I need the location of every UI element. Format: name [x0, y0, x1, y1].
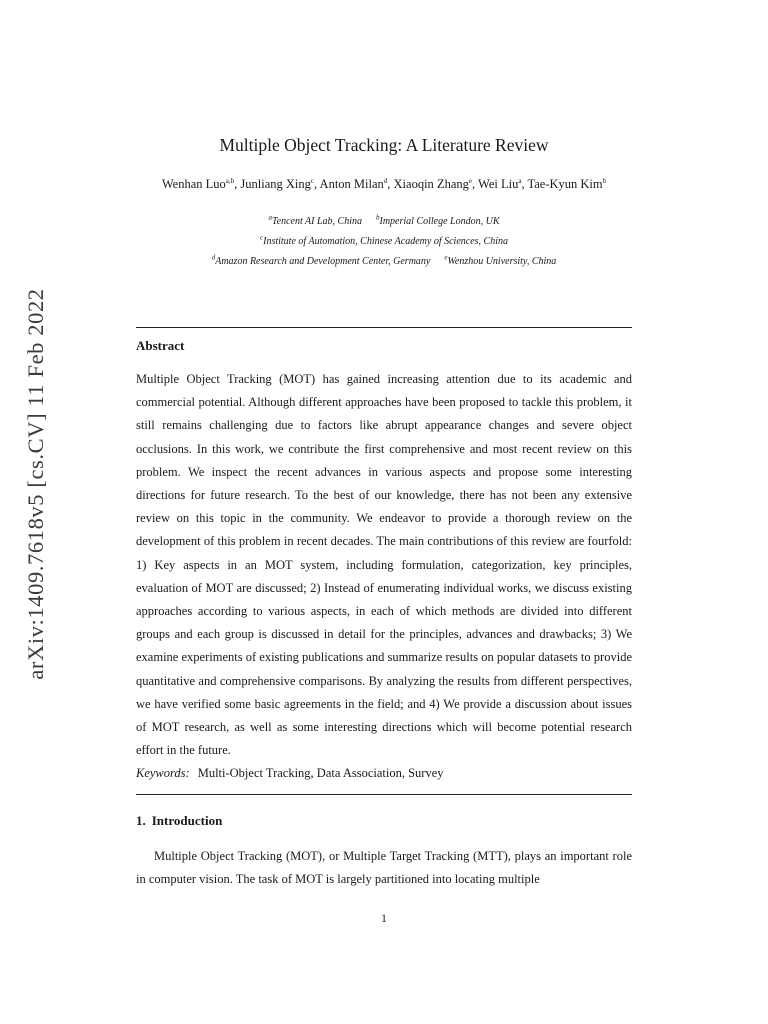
- section-number: 1.: [136, 813, 146, 828]
- affiliation-mark: b: [376, 213, 380, 222]
- author-affiliation-mark: e: [468, 176, 472, 185]
- paper-title: Multiple Object Tracking: A Literature Review: [219, 135, 549, 155]
- page-number: 1: [381, 911, 387, 925]
- author-name: Wenhan Luo: [161, 177, 226, 191]
- affiliation-line: [136, 255, 632, 269]
- author-separator: ,: [471, 177, 479, 191]
- section-title: Introduction: [151, 813, 223, 828]
- affiliation-mark: d: [211, 253, 216, 262]
- author-name: Xiaoqin Zhang: [393, 177, 469, 191]
- author-name: Anton Milan: [319, 177, 384, 191]
- keywords-label: Keywords:: [136, 766, 190, 780]
- affiliation-mark: a: [268, 213, 272, 222]
- author-affiliation-mark: a: [518, 176, 522, 185]
- arxiv-side-stamp: [14, 278, 58, 690]
- author-name: Tae-Kyun Kim: [527, 177, 603, 191]
- author-separator: ,: [313, 177, 320, 191]
- affiliation-line: [136, 215, 632, 229]
- abstract-top-rule: [136, 327, 632, 328]
- introduction-paragraph: Multiple Object Tracking (MOT), or Multiple Target Tracking (MTT), plays an important role in computer vision. The task of MOT is largely partitioned into locating multiple: [136, 849, 632, 887]
- author-list: [136, 177, 632, 192]
- affiliation-text: Imperial College London, UK: [379, 216, 500, 227]
- abstract-body: Multiple Object Tracking (MOT) has gained increasing attention due to its academic and commercial potential. Although different approaches have been proposed to tackle this problem, it still remains challenging due to factors like abrupt appearance changes and severe object occlusions. In this work, we contribute the first comprehensive and most recent review on this problem. We inspect the recent advances in various aspects and propose some interesting directions for future research. To the best of our knowledge, there has not been any extensive review on this topic in the community. We endeavor to provide a thorough review on the development of this problem in recent decades. The main contributions of this review are fourfold: 1) Key aspects in an MOT system, including formulation, categorization, key principles, evaluation of MOT are discussed; 2) Instead of enumerating individual works, we discuss existing approaches according to various aspects, in each of which methods are divided into different groups and each group is discussed in detail for the principles, advances and drawbacks; 3) We examine experiments of existing publications and summarize results on popular datasets to provide quantitative and comprehensive comparisons. By analyzing the results from different perspectives, we have verified some basic agreements in the field; and 4) We provide a discussion about issues of MOT research, as well as some interesting directions which will become potential research effort in the future.: [136, 372, 632, 758]
- affiliation-text: Amazon Research and Development Center, Germany: [215, 256, 431, 267]
- author-name: Junliang Xing: [240, 177, 311, 191]
- affiliation-mark: c: [260, 233, 264, 242]
- abstract-heading: Abstract: [136, 338, 185, 353]
- affiliation-line: [136, 235, 632, 249]
- author-affiliation-mark: c: [310, 176, 314, 185]
- affiliation-text: Tencent AI Lab, China: [271, 216, 362, 227]
- abstract-bottom-rule: [136, 794, 632, 795]
- author-separator: ,: [234, 177, 241, 191]
- author-affiliation-mark: d: [383, 176, 388, 185]
- author-affiliation-mark: b: [602, 176, 607, 185]
- affiliation-text: Wenzhou University, China: [447, 256, 557, 267]
- arxiv-identifier: arXiv:1409.7618v5 [cs.CV] 11 Feb 2022: [23, 288, 48, 680]
- author-name: Wei Liu: [478, 177, 519, 191]
- section-heading: [136, 813, 222, 829]
- author-separator: ,: [387, 177, 394, 191]
- keywords-value: Multi-Object Tracking, Data Association, Survey: [197, 766, 444, 780]
- author-separator: ,: [521, 177, 528, 191]
- affiliation-text: Institute of Automation, Chinese Academy of Sciences, China: [263, 236, 508, 247]
- keywords-line: [136, 763, 632, 783]
- affiliation-mark: e: [444, 253, 448, 262]
- author-affiliation-mark: a,b: [225, 176, 235, 185]
